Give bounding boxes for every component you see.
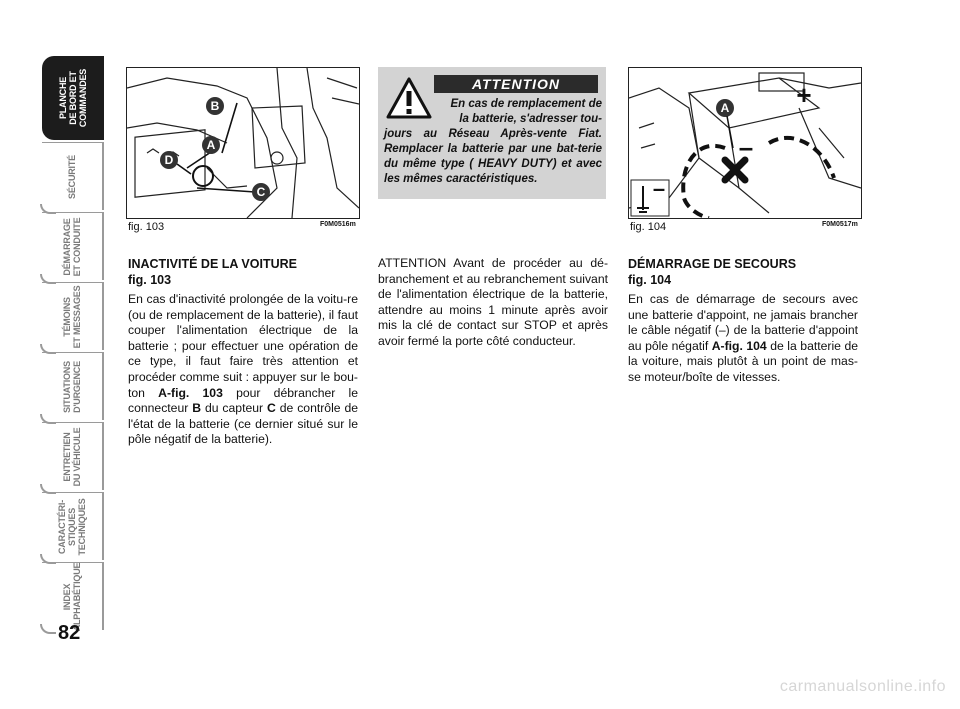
paragraph: En cas de démarrage de secours avec une batterie d'appoint, ne jamais brancher le câble négatif (–) de la batterie d'appoint au pôle négatif A-fig. 104 de la batterie de la voiture, mais plutôt à un point de mas-se moteur/boîte de vitesses. (628, 292, 859, 384)
section-inactivite (128, 256, 358, 448)
fig-104-code: F0M0517m (822, 221, 858, 228)
label-minus: – (738, 132, 754, 162)
battery-connector-illustration (127, 68, 359, 218)
section-attention-note (378, 256, 608, 350)
section-demarrage-secours (628, 256, 858, 386)
tab-temoins[interactable]: TÉMOINS ET MESSAGES (42, 282, 104, 350)
label-c: C (256, 185, 266, 199)
fig-103-code: F0M0516m (320, 221, 356, 228)
label-b: B (210, 99, 220, 113)
watermark: carmanualsonline.info (779, 678, 946, 695)
tab-index[interactable]: INDEX ALPHABÉTIQUE (42, 562, 104, 630)
tab-securite[interactable]: SÉCURITÉ (42, 142, 104, 210)
fig-reference: fig. 104 (628, 273, 672, 287)
warning-title: ATTENTION (434, 75, 598, 93)
tab-entretien[interactable]: ENTRETIEN DU VÉHICULE (42, 422, 104, 490)
warning-text-2: jours au Réseau Après-vente Fiat. Remplacer la batterie par une bat-terie du même type ( HEAVY DUTY) et avec les mêmes caractéristiques. (384, 128, 602, 185)
label-minus-ground: – (652, 176, 666, 201)
label-a: A (720, 101, 730, 115)
jump-start-illustration (629, 68, 861, 218)
warning-triangle-icon (386, 77, 432, 119)
fig-104-caption: fig. 104 (630, 221, 667, 233)
tab-situations-urgence[interactable]: SITUATIONS D'URGENCE (42, 352, 104, 420)
label-plus: + (796, 80, 812, 110)
figure-103 (126, 67, 360, 219)
label-a: A (206, 138, 216, 152)
tab-demarrage[interactable]: DÉMARRAGE ET CONDUITE (42, 212, 104, 280)
warning-text-1: En cas de remplacement de la batterie, s'adresser tou- (450, 98, 602, 125)
fig-103-caption: fig. 103 (128, 221, 165, 233)
section-heading: INACTIVITÉ DE LA VOITURE (128, 257, 297, 271)
warning-box (378, 67, 606, 199)
section-heading: DÉMARRAGE DE SECOURS (628, 257, 797, 271)
paragraph: ATTENTION Avant de procéder au dé-branchement et au rebranchement suivant de l'alimentation électrique de la batterie, attendre au moins 1 minute après avoir mis la clé de contact sur STOP et après avoir fermé la porte côté conducteur. (378, 256, 608, 348)
page-number: 82 (58, 622, 81, 644)
fig-reference: fig. 103 (128, 273, 172, 287)
figure-104 (628, 67, 862, 219)
tab-planche-de-bord[interactable]: PLANCHE DE BORD ET COMMANDES (42, 56, 104, 140)
tab-caracteristiques[interactable]: CARACTÉRI- STIQUES TECHNIQUES (42, 492, 104, 560)
label-d: D (164, 153, 174, 167)
paragraph: En cas d'inactivité prolongée de la voitu-re (ou de remplacement de la batterie), il faut couper l'alimentation électrique de la batterie ; pour effectuer une opération de ce type, il faut faire très attention et procéder comme suit : appuyer sur le bou-ton A-fig. 103 pour débrancher le connecteur B du capteur C de contrôle de l'état de la batterie (ce dernier situé sur le pôle négatif de la batterie). (128, 292, 359, 447)
